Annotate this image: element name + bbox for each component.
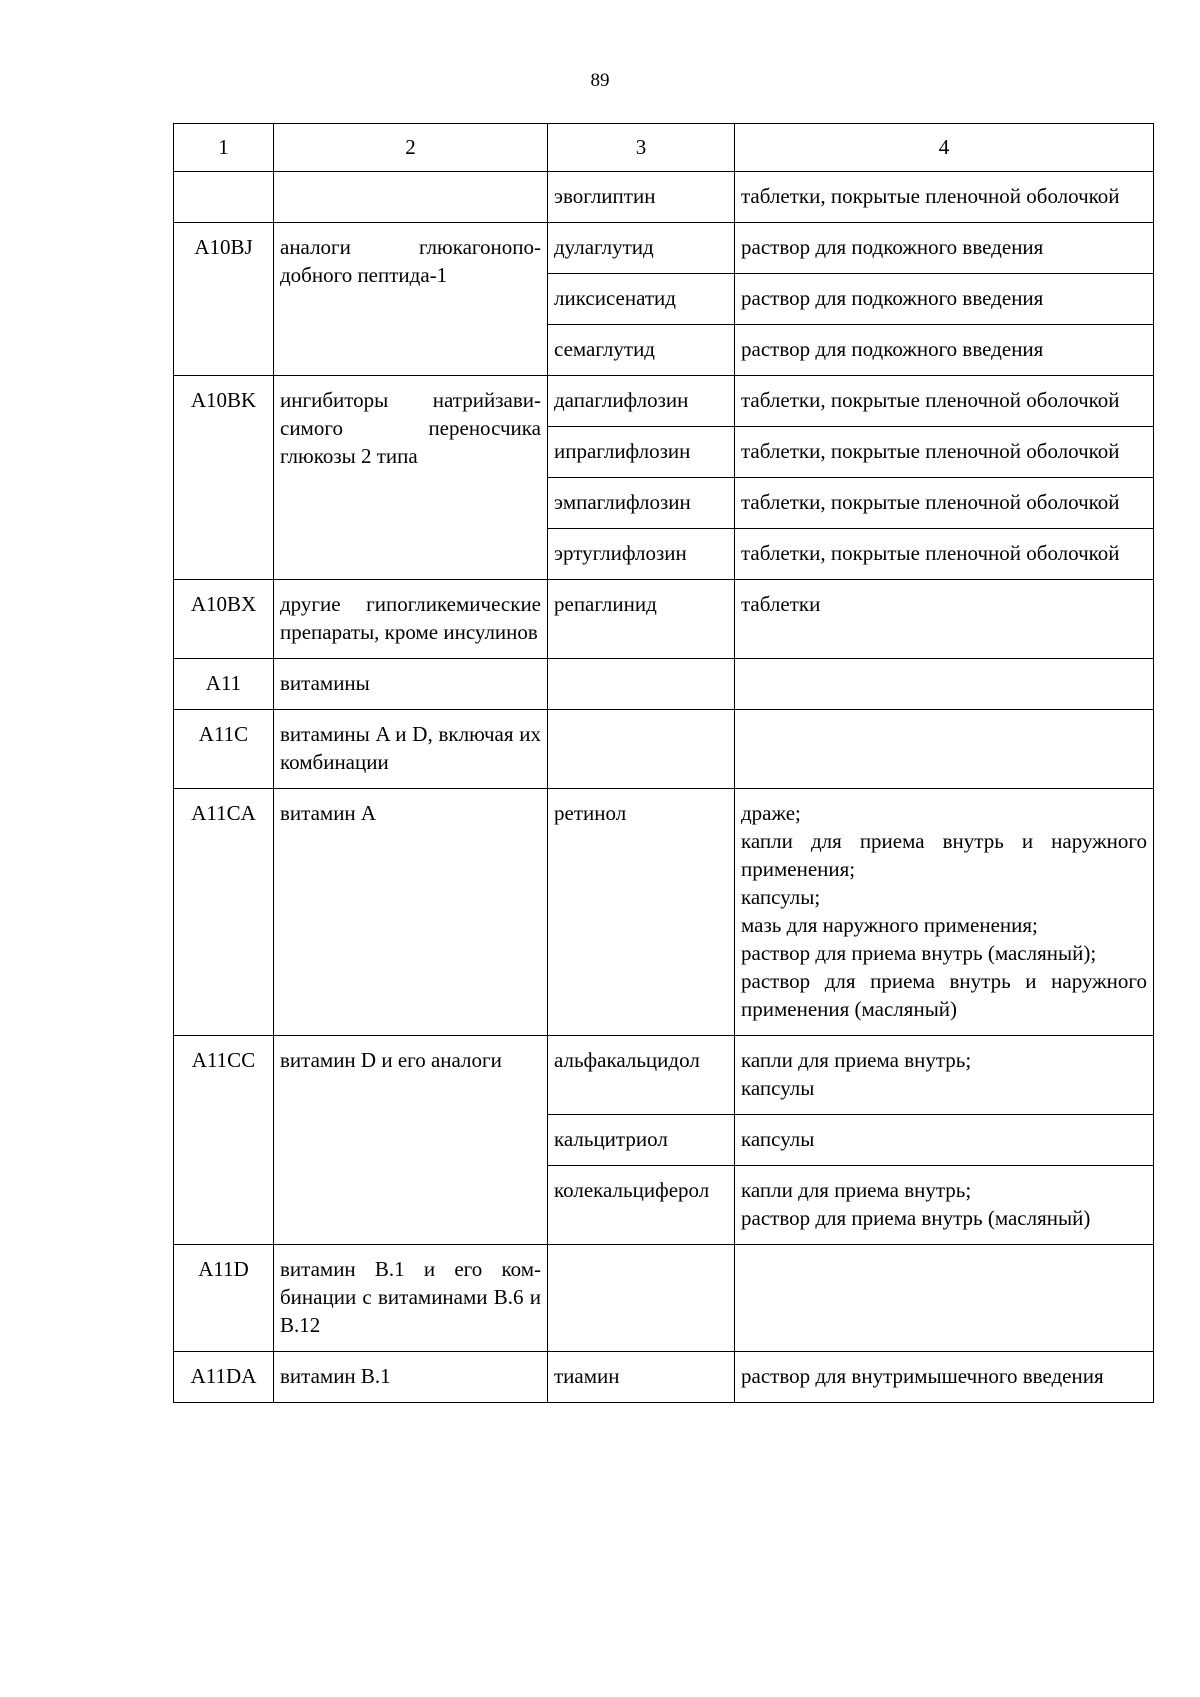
dosage-form-item: капсулы [741, 1076, 815, 1100]
table-row [174, 1352, 1154, 1403]
drug-name-cell: эмпаглифлозин [548, 478, 735, 529]
dosage-form-item: капсулы; [741, 885, 821, 909]
dosage-form-item: капсулы [741, 1127, 815, 1151]
dosage-form-item: капли для приема внутрь; [741, 1178, 972, 1202]
drug-name-cell: дулаглутид [548, 223, 735, 274]
table-header-row [174, 124, 1154, 172]
dosage-form-item: таблетки, покрытые пленочной оболочкой [741, 541, 1120, 565]
atc-code-cell: A11C [174, 710, 274, 789]
group-name-cell: витамины [274, 659, 548, 710]
dosage-form-cell [735, 223, 1154, 274]
column-header-4: 4 [735, 124, 1154, 172]
group-name-cell: витамин B.1 [274, 1352, 548, 1403]
drug-table [173, 123, 1154, 1403]
table-row [174, 1036, 1154, 1115]
atc-code-cell: A11 [174, 659, 274, 710]
drug-name-cell: альфакальцидол [548, 1036, 735, 1115]
table-body [174, 172, 1154, 1403]
table-row [174, 376, 1154, 427]
drug-name-cell [548, 1245, 735, 1352]
dosage-form-cell [735, 789, 1154, 1036]
drug-name-cell: репаглинид [548, 580, 735, 659]
table-row [174, 172, 1154, 223]
dosage-form-item: таблетки [741, 592, 821, 616]
dosage-form-cell [735, 529, 1154, 580]
dosage-form-cell [735, 478, 1154, 529]
dosage-form-item: раствор для подкожного введения [741, 286, 1044, 310]
dosage-form-cell [735, 274, 1154, 325]
group-name-cell [274, 172, 548, 223]
dosage-form-item: раствор для приема внутрь (масляный) [741, 1206, 1091, 1230]
dosage-form-item: таблетки, покрытые пленочной оболочкой [741, 184, 1120, 208]
atc-code-cell: A11CA [174, 789, 274, 1036]
drug-name-cell: ликсисенатид [548, 274, 735, 325]
drug-name-cell: ипраглифлозин [548, 427, 735, 478]
column-header-2: 2 [274, 124, 548, 172]
dosage-form-cell [735, 1352, 1154, 1403]
group-name-cell: ингибиторы натрийзависимого переносчика глюкозы 2 типа [274, 376, 548, 580]
drug-name-cell: тиамин [548, 1352, 735, 1403]
dosage-form-cell [735, 580, 1154, 659]
column-header-1: 1 [174, 124, 274, 172]
drug-name-cell: эвоглиптин [548, 172, 735, 223]
dosage-form-item: капли для приема внутрь; [741, 1048, 972, 1072]
drug-name-cell: эртуглифлозин [548, 529, 735, 580]
group-name-cell: витамин A [274, 789, 548, 1036]
table-row [174, 223, 1154, 274]
group-name-cell: витамин D и его аналоги [274, 1036, 548, 1245]
atc-code-cell [174, 172, 274, 223]
atc-code-cell: A10BJ [174, 223, 274, 376]
dosage-form-cell [735, 1115, 1154, 1166]
atc-code-cell: A10BX [174, 580, 274, 659]
drug-name-cell: дапаглифлозин [548, 376, 735, 427]
table-row [174, 580, 1154, 659]
dosage-form-item: капли для приема внутрь и наружного применения; [741, 829, 1147, 881]
group-name-cell: витамины A и D, включая их комбинации [274, 710, 548, 789]
table-row [174, 710, 1154, 789]
dosage-form-item: драже; [741, 801, 801, 825]
table-row [174, 659, 1154, 710]
drug-name-cell [548, 659, 735, 710]
atc-code-cell: A11CC [174, 1036, 274, 1245]
dosage-form-item: таблетки, покрытые пленочной оболочкой [741, 490, 1120, 514]
dosage-form-cell [735, 659, 1154, 710]
page-number: 89 [590, 70, 610, 91]
dosage-form-cell [735, 1166, 1154, 1245]
table-row [174, 789, 1154, 1036]
dosage-form-cell [735, 325, 1154, 376]
atc-code-cell: A11D [174, 1245, 274, 1352]
dosage-form-item: раствор для приема внутрь и наружного применения (масляный) [741, 969, 1147, 1021]
group-name-cell: аналоги глюкагоноподобного пептида-1 [274, 223, 548, 376]
dosage-form-cell [735, 1036, 1154, 1115]
drug-name-cell: ретинол [548, 789, 735, 1036]
dosage-form-item: таблетки, покрытые пленочной оболочкой [741, 439, 1120, 463]
table-row [174, 1245, 1154, 1352]
drug-name-cell [548, 710, 735, 789]
atc-code-cell: A10BK [174, 376, 274, 580]
dosage-form-cell [735, 172, 1154, 223]
group-name-cell: витамин B.1 и его комбинации с витаминами B.6 и B.12 [274, 1245, 548, 1352]
atc-code-cell: A11DA [174, 1352, 274, 1403]
dosage-form-item: раствор для приема внутрь (масляный); [741, 941, 1097, 965]
column-header-3: 3 [548, 124, 735, 172]
dosage-form-cell [735, 376, 1154, 427]
group-name-cell: другие гипогликемические препараты, кроме инсулинов [274, 580, 548, 659]
dosage-form-item: мазь для наружного применения; [741, 913, 1038, 937]
dosage-form-item: раствор для внутримышечного введения [741, 1364, 1104, 1388]
drug-name-cell: семаглутид [548, 325, 735, 376]
dosage-form-cell [735, 710, 1154, 789]
dosage-form-item: таблетки, покрытые пленочной оболочкой [741, 388, 1120, 412]
dosage-form-item: раствор для подкожного введения [741, 337, 1044, 361]
drug-name-cell: колекальциферол [548, 1166, 735, 1245]
dosage-form-cell [735, 1245, 1154, 1352]
dosage-form-cell [735, 427, 1154, 478]
dosage-form-item: раствор для подкожного введения [741, 235, 1044, 259]
drug-name-cell: кальцитриол [548, 1115, 735, 1166]
